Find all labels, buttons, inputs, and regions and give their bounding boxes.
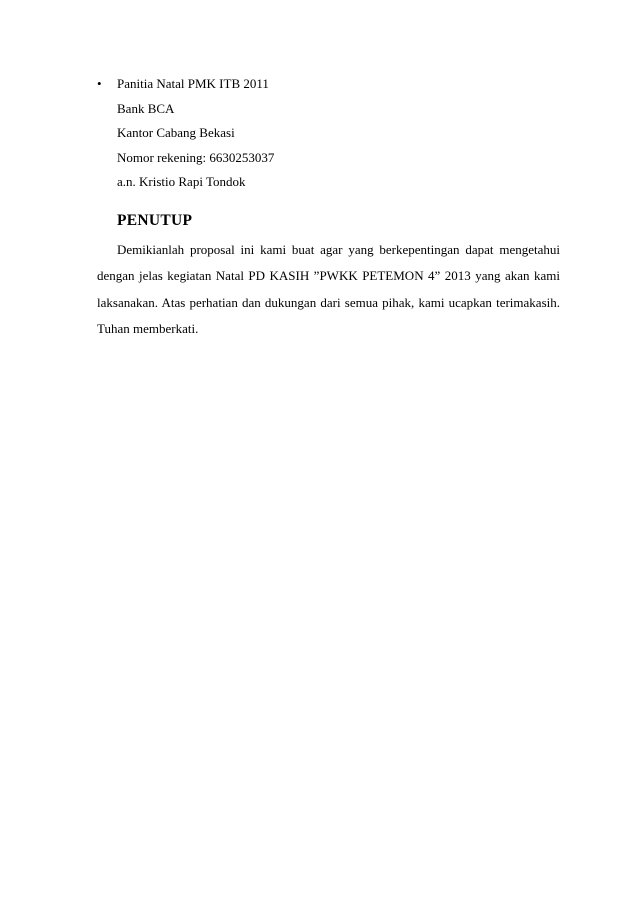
bank-info-branch: Kantor Cabang Bekasi	[117, 125, 235, 140]
section-heading-closing: PENUTUP	[117, 212, 193, 229]
list-item	[97, 174, 557, 199]
list-item	[97, 150, 557, 175]
bank-info-account-number: Nomor rekening: 6630253037	[117, 149, 275, 165]
bank-info-committee: Panitia Natal PMK ITB 2011	[117, 76, 269, 91]
bank-info-account-name: a.n. Kristio Rapi Tondok	[117, 174, 246, 189]
list-item	[97, 125, 557, 150]
bank-info-list	[97, 76, 557, 199]
bullet-icon: •	[97, 76, 102, 91]
list-item	[97, 101, 557, 126]
list-item	[97, 76, 557, 101]
closing-paragraph: Demikianlah proposal ini kami buat agar yang berkepentingan dapat mengetahui dengan jelas kegiatan Natal PD KASIH ”PWKK PETEMON 4” 2013 yang akan kami laksanakan. Atas perhatian dan dukungan dari semua pihak, kami ucapkan terimakasih. Tuhan memberkati.	[97, 242, 560, 336]
bank-info-bank: Bank BCA	[117, 100, 175, 116]
